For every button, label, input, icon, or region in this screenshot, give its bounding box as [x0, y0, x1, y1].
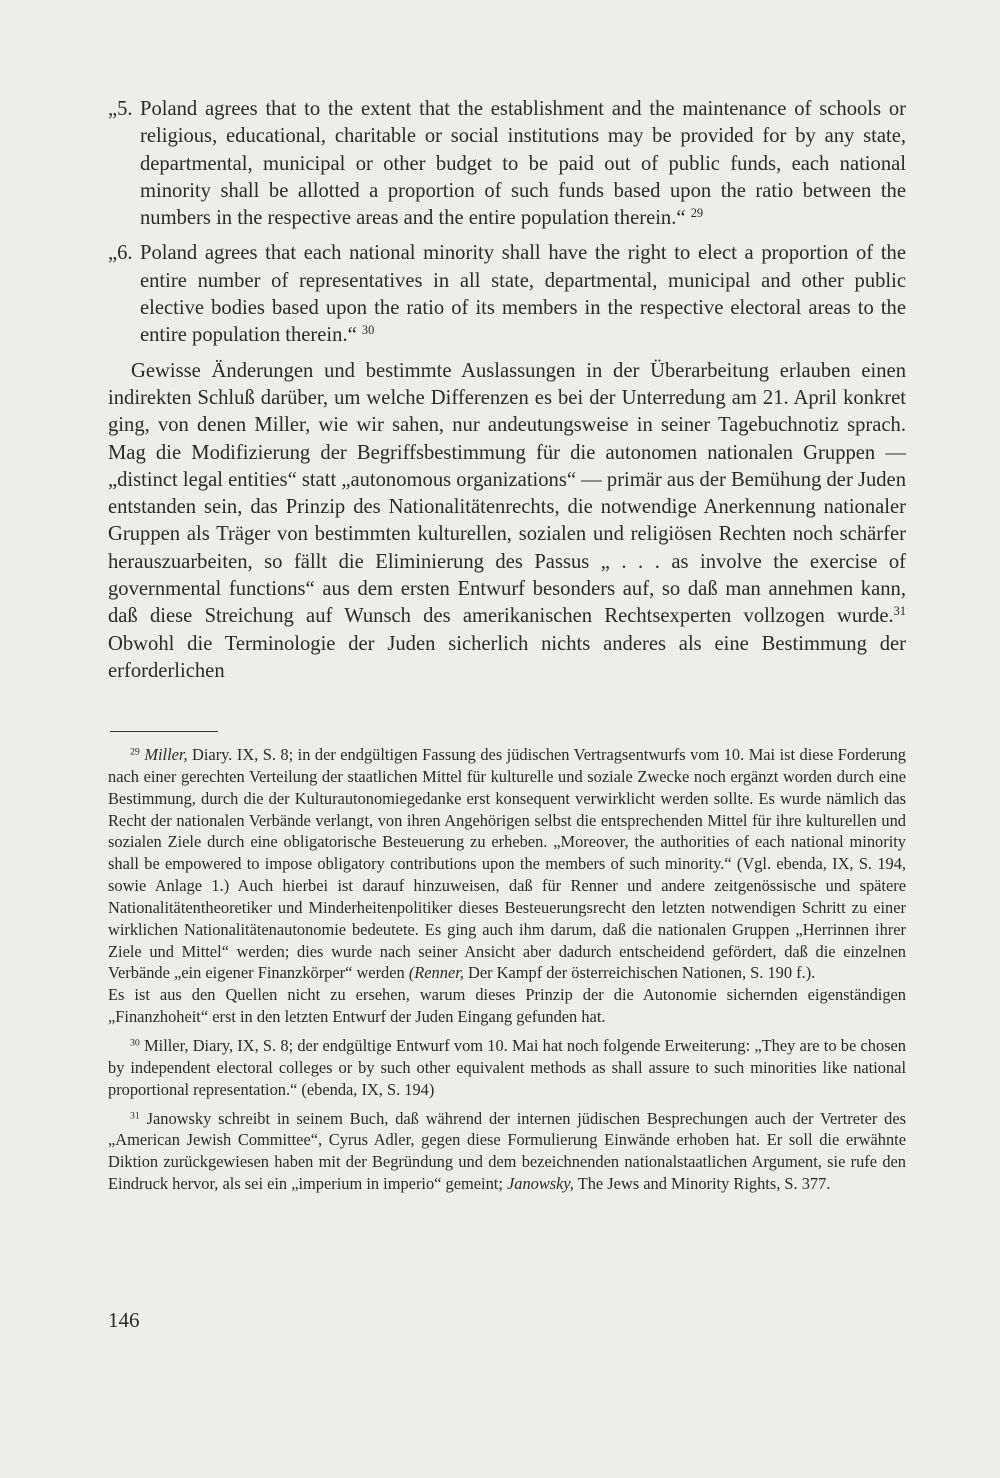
clause-6-text: Poland agrees that each national minority shall have the right to elect a proportion of the entire number of representatives in all state, departmental, municipal and other public elective bodies based upon the ratio of its members in the respective electoral areas to the entire population therein.“	[140, 242, 906, 347]
clause-5	[108, 96, 906, 232]
footnotes	[108, 744, 906, 1195]
footnote-31-number: 31	[130, 1110, 140, 1122]
body-paragraph-part2: Obwohl die Terminologie der Juden sicherlich nichts anderes als eine Bestimmung der erforderlichen	[108, 632, 906, 682]
footnote-29-continuation: Es ist aus den Quellen nicht zu ersehen, warum dieses Prinzip der die Autonomie sichernden eigenständigen „Finanzhoheit“ erst in den letzten Entwurf der Juden Eingang gefunden hat.	[108, 985, 906, 1027]
footnote-divider	[110, 731, 218, 732]
clause-6-number: „6.	[108, 242, 133, 265]
body-paragraph	[108, 358, 906, 686]
footnote-29	[108, 744, 906, 984]
footnote-30	[108, 1035, 906, 1101]
footnote-31-author: Janowsky,	[506, 1174, 574, 1194]
main-text	[108, 96, 906, 685]
footnote-29-renner: (Renner,	[408, 963, 464, 983]
footnote-31	[108, 1108, 906, 1195]
footnote-29-text: Diary. IX, S. 8; in der endgültigen Fassung des jüdischen Vertragsentwurfs vom 10. Mai ist diese Forderung nach einer gerechten Verteilung der staatlichen Mittel für kulturelle und soziale Zwecke noch ergänzt worden durch eine Bestimmung, durch die der Kulturautonomiegedanke erst konsequent verwirklicht werden sollte. Es wurde nämlich das Recht der nationalen Verbände verlangt, von ihren Angehörigen selbst die entsprechenden Mittel für ihre kulturellen und sozialen Ziele durch eine obligatorische Besteuerung zu erheben. „Moreover, the authorities of each national minority shall be empowered to impose obligatory contributions upon the members of such minority.“ (Vgl. ebenda, IX, S. 194, sowie Anlage 1.) Auch hierbei ist darauf hinzuweisen, daß für Renner und andere zeitgenössische und spätere Nationalitätentheoretiker und Minderheitenpolitiker dieses Besteuerungsrecht den letzten notwendigen Schritt zu einer wirklichen Nationalitätenautonomie bedeutete. Es ging auch ihm darum, daß die nationalen Gruppen „Herrinnen ihrer Ziele und Mittel“ werden; dies wurde nach seiner Ansicht aber dadurch entscheidend gefördert, daß die einzelnen Verbände „ein eigener Finanzkörper“ werden	[108, 745, 906, 983]
clause-5-text: Poland agrees that to the extent that the establishment and the maintenance of schools or religious, educational, charitable or social institutions may be provided for by any state, departmental, municipal or other budget to be paid out of public funds, each national minority shall be allotted a proportion of such funds based upon the ratio between the numbers in the respective areas and the entire population therein.“	[140, 98, 906, 230]
clause-5-number: „5.	[108, 98, 133, 120]
footnote-29-text2: Der Kampf der österreichischen Nationen, S. 190 f.).	[463, 963, 816, 983]
footnote-29-author: Miller,	[144, 745, 188, 764]
footnote-ref-30[interactable]: 30	[361, 323, 375, 338]
footnote-31-text2: The Jews and Minority Rights, S. 377.	[573, 1174, 831, 1194]
page-number: 146	[108, 1308, 140, 1332]
footnote-29-number: 29	[130, 746, 140, 758]
footnote-31-text: Janowsky schreibt in seinem Buch, daß während der internen jüdischen Besprechungen auch der Vertreter des „American Jewish Committee“, Cyrus Adler, gegen diese Formulierung Einwände erhoben hat. Er soll die erwähnte Diktion zurückgewiesen haben mit der Begründung und dem bezeichnenden nationalstaatlichen Argument, sie rufe den Eindruck hervor, als sei ein „imperium in imperio“ gemeint;	[108, 1108, 906, 1194]
footnote-30-text: Miller, Diary, IX, S. 8; der endgültige Entwurf vom 10. Mai hat noch folgende Erweiterung: „They are to be chosen by independent electoral colleges or by such other equivalent methods as shall assure to such minorities like national proportional representation.“ (ebenda, IX, S. 194)	[108, 1035, 906, 1099]
footnote-ref-31[interactable]: 31	[893, 604, 906, 619]
body-paragraph-part1: Gewisse Änderungen und bestimmte Auslassungen in der Überarbeitung erlauben einen indirekten Schluß darüber, um welche Differenzen es bei der Unterredung am 21. April konkret ging, von denen Miller, wie wir sahen, nur andeutungsweise in seiner Tagebuchnotiz sprach. Mag die Modifizierung der Begriffsbestimmung für die autonomen nationalen Gruppen — „distinct legal entities“ statt „autonomous organizations“ — primär aus der Bemühung der Juden entstanden sein, das Prinzip des Nationalitätenrechts, die notwendige Anerkennung nationaler Gruppen als Träger von bestimmten kulturellen, sozialen und religiösen Rechten noch schärfer herauszuarbeiten, so fällt die Eliminierung des Passus „ . . . as involve the exercise of governmental functions“ aus dem ersten Entwurf besonders auf, so daß man annehmen kann, daß diese Streichung auf Wunsch des amerikanischen Rechtsexperten vollzogen wurde.	[108, 359, 906, 628]
footnote-30-number: 30	[130, 1037, 140, 1049]
clause-6	[108, 240, 906, 349]
footnote-ref-29[interactable]: 29	[690, 206, 704, 221]
